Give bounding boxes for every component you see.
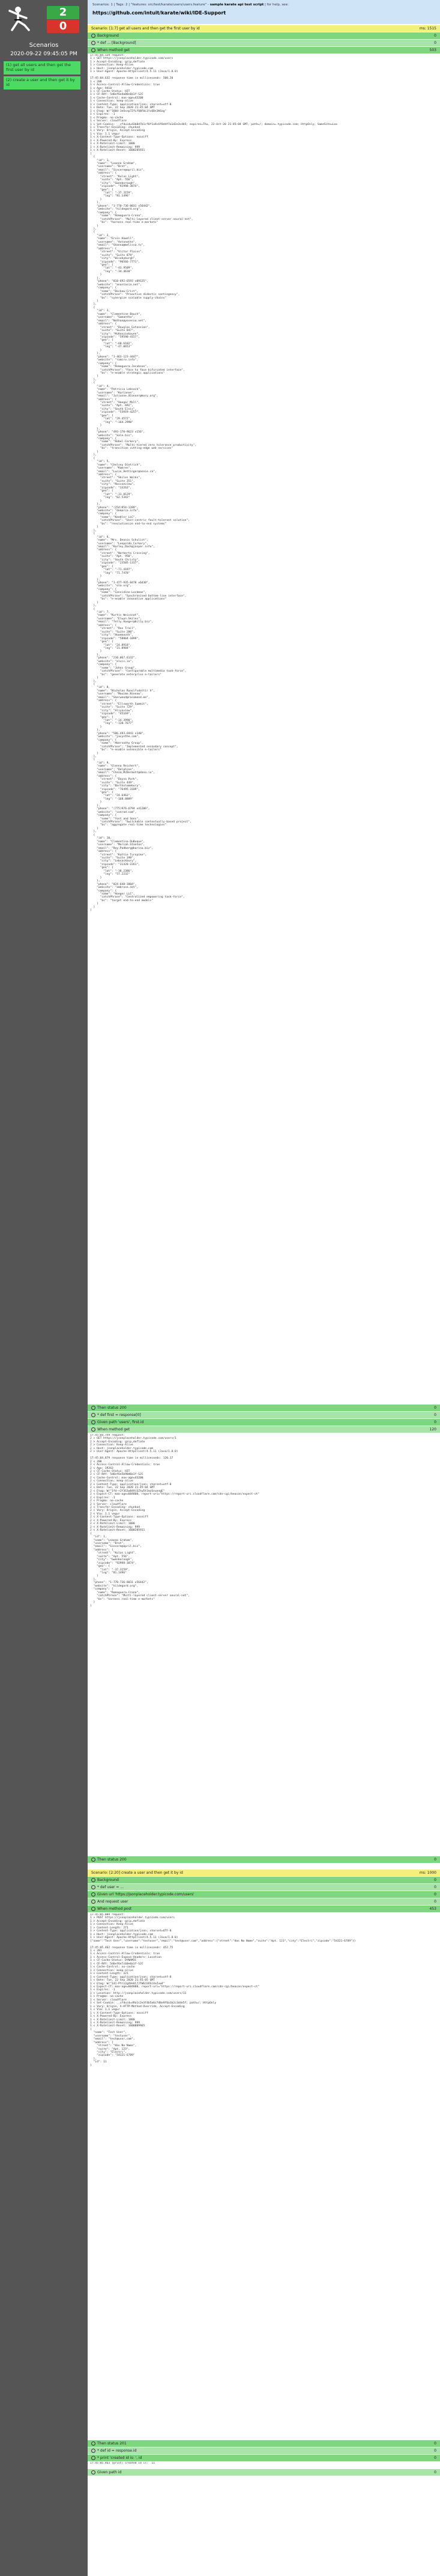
step-text: Then status 201 xyxy=(97,2441,127,2446)
sidebar-scenario-2[interactable]: (2) create a user and then get it by id xyxy=(4,76,80,90)
http-log-1: 17:45:04.129 request: 1 > GET https://jsonplaceholder.typicode.com/users 1 > Accept-Encoding: gzip,deflate 1 > Connection: Keep-Alive 1 > Host: jsonplaceholder.typicode.com 1 > User-Agent: Apache-HttpClient/4.5.11 (Java/1.8.0) 17:45:04.632 response time in milliseconds: 500.20 1 < 200 1 < Access-Control-Allow-Credentials: true 1 < Age: 9418 1 < CF-Cache-Status: HIT 1 < CF-RAY: 5d6ef6e4a80c0a1f-SJC 1 < Cache-Control: max-age=43200 1 < Connection: keep-alive 1 < Content-Type: application/json; charset=utf-8 1 < Date: Tue, 22 Sep 2020 21:45:04 GMT 1 < Etag: W/"160d-1eOsnp7ZfLfQ8FbL1YvQDn1K6ag" 1 < Expires: -1 1 < Pragma: no-cache 1 < Server: cloudflare 1 < Set-Cookie: __cfduid=d3b0d7b1cf0f1a9c6f8d4f7a1d2e3c4b5; expires=Thu, 22-Oct-20 21:45:04 GMT; path=/; domain=.typicode.com; HttpOnly; SameSite=Lax 1 < Transfer-Encoding: chunked 1 < Vary: Origin, Accept-Encoding 1 < Via: 1.1 vegur 1 < X-Content-Type-Options: nosniff 1 < X-Powered-By: Express 1 < X-Ratelimit-Limit: 1000 1 < X-Ratelimit-Remaining: 999 1 < X-Ratelimit-Reset: 1600285931 [ { "id": 1, "name": "Leanne Graham", "username": "Bret", "email": "Sincere@april.biz", "address": { "street": "Kulas Light", "suite": "Apt. 556", "city": "Gwenborough", "zipcode": "92998-3874", "geo": { "lat": "-37.3159", "lng": "81.1496" } }, "phone": "1-770-736-8031 x56442", "website": "hildegard.org", "company": { "name": "Romaguera-Crona", "catchPhrase": "Multi-layered client-server neural-net", "bs": "harness real-time e-markets" } }, { "id": 2, "name": "Ervin Howell", "username": "Antonette", "email": "Shanna@melissa.tv", "address": { "street": "Victor Plains", "suite": "Suite 879", "city": "Wisokyburgh", "zipcode": "90566-7771", "geo": { "lat": "-43.9509", "lng": "-34.4618" } }, "phone": "010-692-6593 x09125", "website": "anastasia.net", "company": { "name": "Deckow-Crist", "catchPhrase": "Proactive didactic contingency", "bs": "synergize scalable supply-chains" } }, { "id": 3, "name": "Clementine Bauch", "username": "Samantha", "email": "Nathan@yesenia.net", "address": { "street": "Douglas Extension", "suite": "Suite 847", "city": "McKenziehaven", "zipcode": "59590-4157", "geo": { "lat": "-68.6102", "lng": "-47.0653" } }, "phone": "1-463-123-4447", "website": "ramiro.info", "company": { "name": "Romaguera-Jacobson", "catchPhrase": "Face to face bifurcated interface", "bs": "e-enable strategic applications" } }, { "id": 4, "name": "Patricia Lebsack", "username": "Karianne", "email": "Julianne.OConner@kory.org", "address": { "street": "Hoeger Mall", "suite": "Apt. 692", "city": "South Elvis", "zipcode": "53919-4257", "geo": { "lat": "29.4572", "lng": "-164.2990" } }, "phone": "493-170-9623 x156", "website": "kale.biz", "company": { "name": "Robel-Corkery", "catchPhrase": "Multi-tiered zero tolerance productivity", "bs": "transition cutting-edge web services" } }, { "id": 5, "name": "Chelsey Dietrich", "username": "Kamren", "email": "Lucio_Hettinger@annie.ca", "address": { "street": "Skiles Walks", "suite": "Suite 351", "city": "Roscoeview", "zipcode": "33263", "geo": { "lat": "-31.8129", "lng": "62.5342" } }, "phone": "(254)954-1289", "website": "demarco.info", "company": { "name": "Keebler LLC", "catchPhrase": "User-centric fault-tolerant solution", "bs": "revolutionize end-to-end systems" } }, { "id": 6, "name": "Mrs. Dennis Schulist", "username": "Leopoldo_Corkery", "email": "Karley_Dach@jasper.info", "address": { "street": "Norberto Crossing", "suite": "Apt. 950", "city": "South Christy", "zipcode": "23505-1337", "geo": { "lat": "-71.4197", "lng": "71.7478" } }, "phone": "1-477-935-8478 x6430", "website": "ola.org", "company": { "name": "Considine-Lockman", "catchPhrase": "Synchronised bottom-line interface", "bs": "e-enable innovative applications" } }, { "id": 7, "name": "Kurtis Weissnat", "username": "Elwyn.Skiles", "email": "Telly.Hoeger@billy.biz", "address": { "street": "Rex Trail", "suite": "Suite 280", "city": "Howemouth", "zipcode": "58804-1099", "geo": { "lat": "24.8918", "lng": "21.8984" } }, "phone": "210.067.6132", "website": "elvis.io", "company": { "name": "Johns Group", "catchPhrase": "Configurable multimedia task-force", "bs": "generate enterprise e-tailers" } }, { "id": 8, "name": "Nicholas Runolfsdottir V", "username": "Maxime_Nienow", "email": "Sherwood@rosamond.me", "address": { "street": "Ellsworth Summit", "suite": "Suite 729", "city": "Aliyaview", "zipcode": "45169", "geo": { "lat": "-14.3990", "lng": "-120.7677" } }, "phone": "586.493.6943 x140", "website": "jacynthe.com", "company": { "name": "Abernathy Group", "catchPhrase": "Implemented secondary concept", "bs": "e-enable extensible e-tailers" } }, { "id": 9, "name": "Glenna Reichert", "username": "Delphine", "email": "Chaim_McDermott@dana.io", "address": { "street": "Dayna Park", "suite": "Suite 449", "city": "Bartholomebury", "zipcode": "76495-3109", "geo": { "lat": "24.6463", "lng": "-168.8889" } }, "phone": "(775)976-6794 x41206", "website": "conrad.com", "company": { "name": "Yost and Sons", "catchPhrase": "Switchable contextually-based project", "bs": "aggregate real-time technologies" } }, { "id": 10, "name": "Clementina DuBuque", "username": "Moriah.Stanton", "email": "Rey.Padberg@karina.biz", "address": { "street": "Kattie Turnpike", "suite": "Suite 198", "city": "Lebsackbury", "zipcode": "31428-2261", "geo": { "lat": "-38.2386", "lng": "57.2232" } }, "phone": "024-648-3804", "website": "ambrose.net", "company": { "name": "Hoeger LLC", "catchPhrase": "Centralized empowering task-force", "bs": "target end-to-end models" } } ] xyxy=(90,54,338,913)
scenario-1-ms: ms: 1515 xyxy=(419,26,436,31)
sidebar-scenario-1[interactable]: (1) get all users and then get the first user by id xyxy=(4,61,80,74)
step-status-icon xyxy=(91,1878,95,1882)
step-row[interactable] xyxy=(88,1898,440,1905)
step-text: Background xyxy=(97,1878,119,1882)
step-ms: 0 xyxy=(434,1413,436,1417)
step-status-icon xyxy=(91,1406,95,1410)
step-text: Given path 'users', first.id xyxy=(97,1420,144,1424)
step-ms: 503 xyxy=(429,48,436,52)
scenario-2-ms: ms: 1000 xyxy=(419,1871,436,1875)
step-status-icon xyxy=(91,1885,95,1889)
scenario-2-header[interactable] xyxy=(88,1870,440,1876)
run-datetime: 2020-09-22 09:45:05 PM xyxy=(10,51,77,57)
failed-count-badge: 0 xyxy=(47,20,79,33)
print-log: 17:45:05.463 [print] created id is: 11 xyxy=(90,2462,155,2465)
step-ms: 0 xyxy=(434,2456,436,2460)
step-row[interactable] xyxy=(88,2469,440,2476)
step-status-icon xyxy=(91,1858,95,1862)
step-status-icon xyxy=(91,41,95,45)
step-row[interactable] xyxy=(88,1906,440,1912)
step-ms: 0 xyxy=(434,41,436,45)
help-link[interactable]: https://github.com/intuit/karate/wiki/IDE-Support xyxy=(92,10,226,16)
step-text: * def user = ... xyxy=(97,1885,124,1889)
step-text: * print 'created id is: ', id xyxy=(97,2456,142,2460)
step-ms: 0 xyxy=(434,1878,436,1882)
step-status-icon xyxy=(91,1892,95,1897)
step-row[interactable] xyxy=(88,1426,440,1433)
step-row[interactable] xyxy=(88,1856,440,1863)
step-text: When method post xyxy=(97,1907,132,1911)
step-text: Given path id xyxy=(97,2470,122,2474)
step-row[interactable] xyxy=(88,1405,440,1411)
scenario-2-title: Scenario: [2:20] create a user and then get it by id xyxy=(91,1871,183,1875)
step-ms: 0 xyxy=(434,1892,436,1897)
step-status-icon xyxy=(91,1413,95,1417)
step-ms: 0 xyxy=(434,2449,436,2453)
karate-logo-icon xyxy=(6,5,30,31)
step-text: When method get xyxy=(97,1427,130,1432)
step-text: Then status 200 xyxy=(97,1406,127,1410)
step-status-icon xyxy=(91,2456,95,2460)
scenario-1-header[interactable] xyxy=(88,25,440,32)
step-row[interactable] xyxy=(88,1419,440,1426)
step-row[interactable] xyxy=(88,2440,440,2447)
step-text: * def first = response[0] xyxy=(97,1413,141,1417)
step-ms: 0 xyxy=(434,2470,436,2474)
step-ms: 453 xyxy=(429,1907,436,1911)
http-log-2: 17:45:04.759 request: 2 > GET https://jsonplaceholder.typicode.com/users/1 2 > Accept-Encoding: gzip,deflate 2 > Connection: Keep-Alive 2 > Host: jsonplaceholder.typicode.com 2 > User-Agent: Apache-HttpClient/4.5.11 (Java/1.8.0) 17:45:04.879 response time in milliseconds: 120.17 2 < 200 2 < Access-Control-Allow-Credentials: true 2 < Age: 19263 2 < CF-Cache-Status: HIT 2 < CF-RAY: 5d6ef6e5b90d0a1f-SJC 2 < Cache-Control: max-age=43200 2 < Connection: keep-alive 2 < Content-Type: application/json; charset=utf-8 2 < Date: Tue, 22 Sep 2020 21:45:04 GMT 2 < Etag: W/"1fd-+2Y3G3w049iSZtw5t1mzSnunngE" 2 < Expect-CT: max-age=604800, report-uri="https://report-uri.cloudflare.com/cdn-cgi/beacon/expect-ct" 2 < Expires: -1 2 < Pragma: no-cache 2 < Server: cloudflare 2 < Transfer-Encoding: chunked 2 < Vary: Origin, Accept-Encoding 2 < Via: 1.1 vegur 2 < X-Content-Type-Options: nosniff 2 < X-Powered-By: Express 2 < X-Ratelimit-Limit: 1000 2 < X-Ratelimit-Remaining: 999 2 < X-Ratelimit-Reset: 1600285931 { "id": 1, "name": "Leanne Graham", "username": "Bret", "email": "Sincere@april.biz", "address": { "street": "Kulas Light", "suite": "Apt. 556", "city": "Gwenborough", "zipcode": "92998-3874", "geo": { "lat": "-37.3159", "lng": "81.1496" } }, "phone": "1-770-736-8031 x56442", "website": "hildegard.org", "company": { "name": "Romaguera-Crona", "catchPhrase": "Multi-layered client-server neural-net", "bs": "harness real-time e-markets" } } xyxy=(90,1434,260,1608)
step-row[interactable] xyxy=(88,1877,440,1883)
step-text: Given url 'https://jsonplaceholder.typicode.com/users' xyxy=(97,1892,194,1897)
step-text: And request user xyxy=(97,1900,128,1904)
step-row[interactable] xyxy=(88,1884,440,1891)
breadcrumb-suffix: | for help, see: xyxy=(265,3,289,7)
step-status-icon xyxy=(91,1907,95,1911)
step-ms: 0 xyxy=(434,34,436,38)
step-text: Then status 200 xyxy=(97,1858,127,1862)
step-ms: 0 xyxy=(434,1420,436,1424)
step-row[interactable] xyxy=(88,32,440,39)
feature-header xyxy=(88,0,440,24)
step-status-icon xyxy=(91,1900,95,1904)
step-ms: 0 xyxy=(434,1858,436,1862)
step-status-icon xyxy=(91,48,95,52)
step-row[interactable] xyxy=(88,2455,440,2461)
step-status-icon xyxy=(91,34,95,38)
step-ms: 120 xyxy=(429,1427,436,1432)
step-ms: 0 xyxy=(434,1406,436,1410)
step-text: * def ... [Background] xyxy=(97,41,136,45)
step-ms: 0 xyxy=(434,2441,436,2446)
breadcrumb xyxy=(92,3,435,7)
step-status-icon xyxy=(91,2470,95,2474)
step-status-icon xyxy=(91,1420,95,1424)
step-status-icon xyxy=(91,2441,95,2446)
step-text: * def id = response.id xyxy=(97,2449,137,2453)
step-status-icon xyxy=(91,2449,95,2453)
step-row[interactable] xyxy=(88,1891,440,1898)
step-text: When method get xyxy=(97,48,130,52)
passed-count-badge: 2 xyxy=(47,6,79,19)
scenario-1-title: Scenario: [1:7] get all users and then get the first user by id xyxy=(91,26,200,31)
sidebar xyxy=(0,0,88,2576)
step-row[interactable] xyxy=(88,40,440,46)
step-text: Background xyxy=(97,34,119,38)
step-ms: 0 xyxy=(434,1885,436,1889)
step-row[interactable] xyxy=(88,47,440,53)
step-ms: 0 xyxy=(434,1900,436,1904)
step-row[interactable] xyxy=(88,2447,440,2454)
breadcrumb-prefix: Scenarios: 1 | Tags: 2 | "features: src/test/karate/users/users.feature" - xyxy=(92,3,209,7)
step-row[interactable] xyxy=(88,1412,440,1418)
sidebar-title: Scenarios xyxy=(29,42,59,49)
main-report xyxy=(88,0,440,2576)
http-log-3: 17:45:05.009 request: 1 > POST https://jsonplaceholder.typicode.com/users 1 > Accept-Encoding: gzip,deflate 1 > Connection: Keep-Alive 1 > Content-Length: 271 1 > Content-Type: application/json; charset=UTF-8 1 > Host: jsonplaceholder.typicode.com 1 > User-Agent: Apache-HttpClient/4.5.11 (Java/1.8.0) {"name":"Test User","username":"testuser","email":"test@user.com","address":{"street":"Has No Name","suite":"Apt. 123","city":"Electri","zipcode":"54321-6789"}} 17:45:05.462 response time in milliseconds: 452.75 1 < 201 1 < Access-Control-Allow-Credentials: true 1 < Access-Control-Expose-Headers: Location 1 < CF-Cache-Status: DYNAMIC 1 < CF-RAY: 5d6ef6e7cb0e0a1f-SJC 1 < Cache-Control: no-cache 1 < Connection: keep-alive 1 < Content-Length: 321 1 < Content-Type: application/json; charset=utf-8 1 < Date: Tue, 22 Sep 2020 21:45:05 GMT 1 < Etag: W/"141-PYrz2gUVeHl7JTWG33OSiVxZvw4" 1 < Expect-CT: max-age=604800, report-uri="https://report-uri.cloudflare.com/cdn-cgi/beacon/expect-ct" 1 < Expires: -1 1 < Location: http://jsonplaceholder.typicode.com/users/11 1 < Pragma: no-cache 1 < Server: cloudflare 1 < Set-Cookie: __cfduid=d9a1c2e3f4b5a6c7d8e9f0a1b2c3d4e5f; path=/; HttpOnly 1 < Vary: Origin, X-HTTP-Method-Override, Accept-Encoding 1 < Via: 1.1 vegur 1 < X-Content-Type-Options: nosniff 1 < X-Powered-By: Express 1 < X-Ratelimit-Limit: 1000 1 < X-Ratelimit-Remaining: 999 1 < X-Ratelimit-Reset: 1600809965 { "name": "Test User", "username": "testuser", "email": "test@user.com", "address": { "street": "Has No Name", "suite": "Apt. 123", "city": "Electri", "zipcode": "54321-6789" }, "id": 11 } xyxy=(90,1913,356,2067)
feature-name: sample karate api test script xyxy=(209,3,264,7)
step-status-icon xyxy=(91,1427,95,1432)
